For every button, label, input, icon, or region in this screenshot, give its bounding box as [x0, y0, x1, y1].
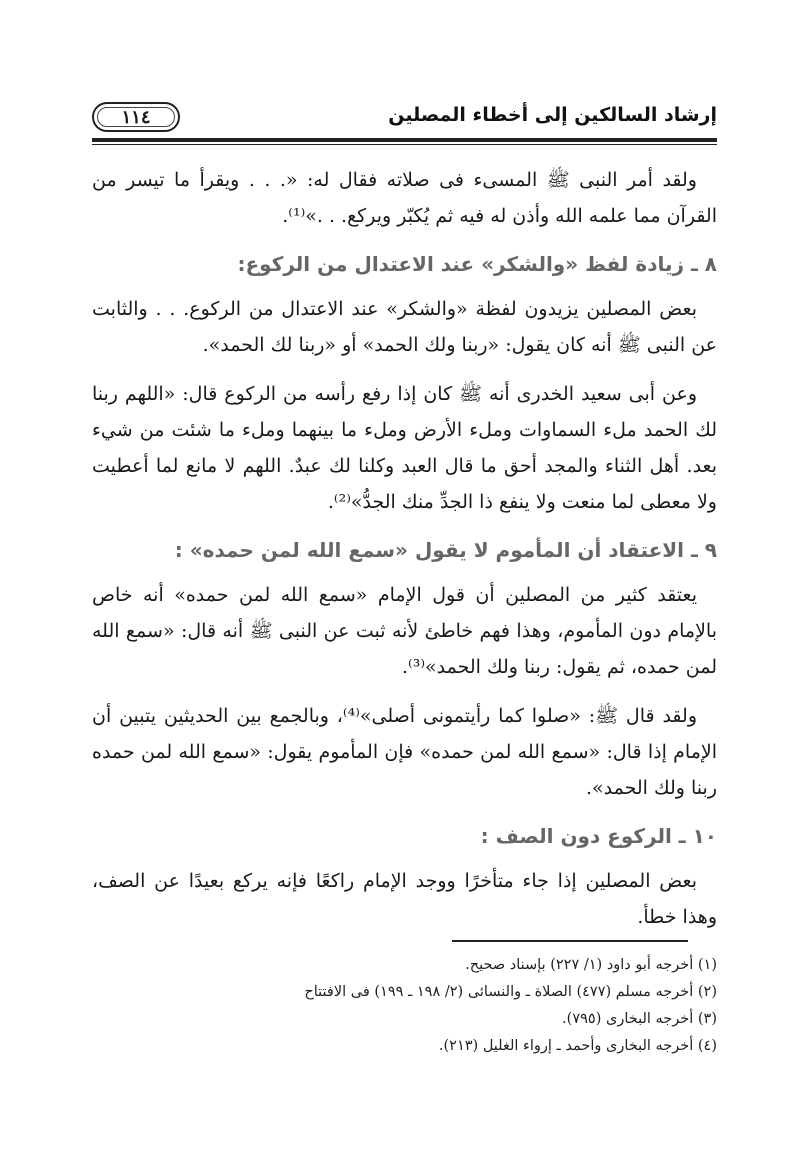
page-number-badge: [92, 102, 180, 132]
running-title: إرشاد السالكين إلى أخطاء المصلين: [388, 104, 717, 126]
page-header: [92, 98, 717, 138]
paragraph: ولقد قال ﷺ: «صلوا كما رأيتمونى أصلى»⁽⁴⁾، وبالجمع بين الحديثين يتبين أن الإمام إذا قال: «سمع الله لمن حمده» فإن المأموم يقول: «سمع الله لمن حمده ربنا ولك الحمد».: [92, 705, 717, 799]
footnotes: [92, 952, 717, 1060]
paragraph: وعن أبى سعيد الخدرى أنه ﷺ كان إذا رفع رأسه من الركوع قال: «اللهم ربنا لك الحمد ملء السماوات وملء الأرض وملء ما بينهما وملء ما شئت من شيء بعد. أهل الثناء والمجد أحق ما قال العبد وكلنا لك عبدٌ. اللهم لا مانع لما أعطيت ولا معطى لما منعت ولا ينفع ذا الجدِّ منك الجدُّ»⁽²⁾.: [92, 383, 717, 513]
paragraph: يعتقد كثير من المصلين أن قول الإمام «سمع الله لمن حمده» أنه خاص بالإمام دون المأموم، وهذا فهم خاطئ لأنه ثبت عن النبى ﷺ أنه قال: «سمع الله لمن حمده، ثم يقول: ربنا ولك الحمد»⁽³⁾.: [92, 584, 717, 678]
paragraph: بعض المصلين يزيدون لفظة «والشكر» عند الاعتدال من الركوع. . . والثابت عن النبى ﷺ أنه كان يقول: «ربنا ولك الحمد» أو «ربنا لك الحمد».: [92, 298, 717, 356]
header-rule-thin: [92, 144, 717, 145]
footnote-1: (١) أخرجه أبو داود (١/ ٢٢٧) بإسناد صحيح.: [465, 957, 717, 973]
footnote-3: (٣) أخرجه البخارى (٧٩٥).: [562, 1011, 717, 1027]
main-text: [92, 162, 717, 948]
footnote-4: (٤) أخرجه البخارى وأحمد ـ إرواء الغليل (٢١٣).: [438, 1038, 717, 1054]
footnote-2: (٢) أخرجه مسلم (٤٧٧) الصلاة ـ والنسائى (٢/ ١٩٨ ـ ١٩٩) فى الافتتاح: [304, 984, 717, 1000]
page-number: ١١٤: [121, 106, 151, 128]
header-rule-thick: [92, 138, 717, 142]
section-heading-10: ١٠ ـ الركوع دون الصف :: [480, 824, 717, 848]
section-heading-9: ٩ ـ الاعتقاد أن المأموم لا يقول «سمع الله لمن حمده» :: [174, 538, 717, 562]
paragraph: بعض المصلين إذا جاء متأخرًا ووجد الإمام راكعًا فإنه يركع بعيدًا عن الصف، وهذا خطأ.: [92, 870, 717, 928]
section-heading-8: ٨ ـ زيادة لفظ «والشكر» عند الاعتدال من الركوع:: [237, 252, 717, 276]
footnote-separator: [452, 940, 688, 942]
paragraph: ولقد أمر النبى ﷺ المسىء فى صلاته فقال له: «. . . ويقرأ ما تيسر من القرآن مما علمه الله وأذن له فيه ثم يُكبّر ويركع. . .»⁽¹⁾.: [92, 169, 717, 227]
